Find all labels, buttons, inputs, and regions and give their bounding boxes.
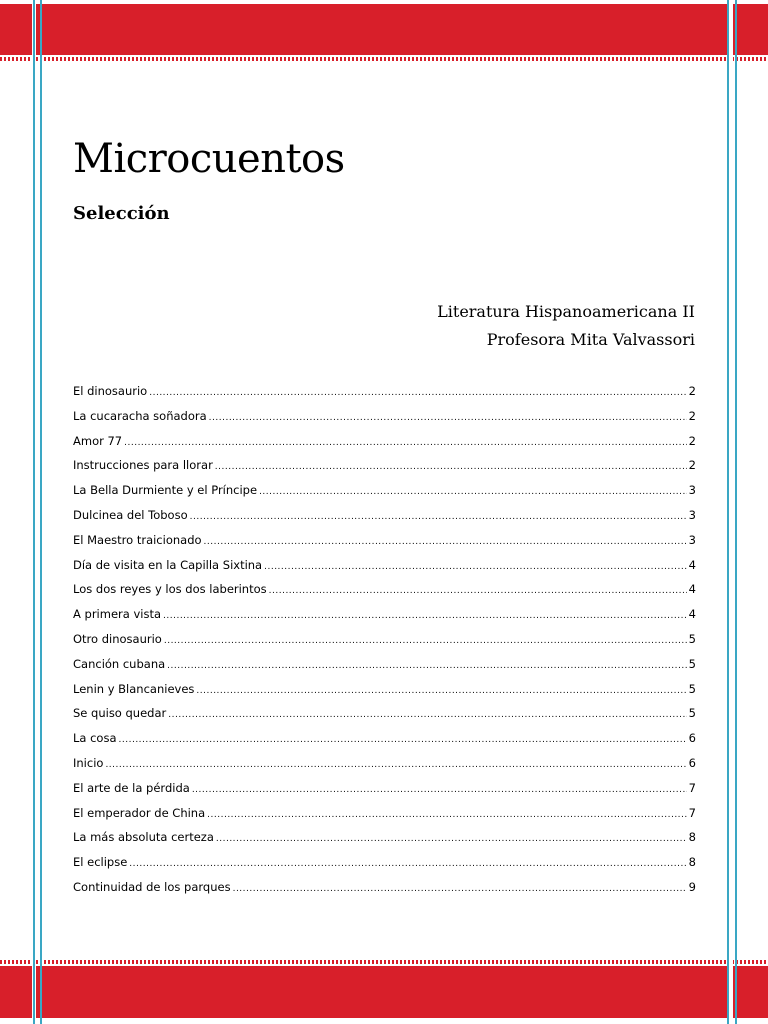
toc-entry[interactable] (73, 806, 696, 831)
toc-entry-page: 6 (688, 755, 696, 770)
toc-dot-leader (129, 859, 686, 869)
toc-dot-leader (190, 512, 687, 522)
toc-entry[interactable] (73, 582, 696, 607)
toc-entry[interactable] (73, 706, 696, 731)
toc-entry-page: 8 (688, 830, 696, 845)
toc-entry-title: El emperador de China (73, 805, 206, 820)
toc-dot-leader (209, 413, 687, 423)
toc-entry[interactable] (73, 657, 696, 682)
toc-entry-page: 4 (688, 582, 696, 597)
toc-entry[interactable] (73, 483, 696, 508)
toc-entry-title: Día de visita en la Capilla Sixtina (73, 557, 263, 572)
toc-entry-page: 7 (688, 805, 696, 820)
toc-entry-title: La Bella Durmiente y el Príncipe (73, 483, 258, 498)
toc-dot-leader (207, 810, 687, 820)
toc-entry[interactable] (73, 682, 696, 707)
toc-entry-page: 5 (688, 631, 696, 646)
toc-entry-title: Instrucciones para llorar (73, 458, 213, 473)
header-band (0, 4, 768, 55)
toc-entry[interactable] (73, 533, 696, 558)
toc-entry-title: La cosa (73, 731, 117, 746)
toc-entry-page: 2 (688, 384, 696, 398)
toc-entry[interactable] (73, 607, 696, 632)
toc-entry-page: 7 (688, 780, 696, 795)
toc-entry-title: Continuidad de los parques (73, 879, 231, 894)
toc-entry-page: 3 (688, 532, 696, 547)
toc-entry-title: El Maestro traicionado (73, 532, 202, 547)
toc-entry-page: 3 (688, 507, 696, 522)
document-subtitle: Selección (73, 203, 170, 224)
footer-stitch (0, 960, 768, 964)
toc-entry-title: A primera vista (73, 607, 162, 622)
toc-entry-page: 3 (688, 483, 696, 498)
toc-dot-leader (259, 487, 687, 497)
toc-entry[interactable] (73, 632, 696, 657)
toc-entry-page: 2 (688, 458, 696, 473)
toc-entry[interactable] (73, 781, 696, 806)
toc-dot-leader (216, 834, 687, 844)
toc-dot-leader (149, 388, 686, 398)
toc-entry-title: El arte de la pérdida (73, 780, 190, 795)
toc-entry[interactable] (73, 434, 696, 459)
frame-gap-right (729, 0, 733, 1024)
toc-dot-leader (167, 661, 687, 671)
toc-entry[interactable] (73, 558, 696, 583)
teacher-name: Profesora Mita Valvassori (486, 330, 695, 349)
toc-dot-leader (124, 438, 687, 448)
toc-dot-leader (163, 611, 687, 621)
toc-entry[interactable] (73, 458, 696, 483)
toc-entry-title: Otro dinosaurio (73, 631, 162, 646)
toc-entry[interactable] (73, 830, 696, 855)
frame-line-right-inner (727, 0, 729, 1024)
toc-entry-page: 2 (688, 433, 696, 448)
toc-entry-page: 4 (688, 607, 696, 622)
toc-entry-title: El eclipse (73, 855, 128, 870)
toc-dot-leader (264, 562, 687, 572)
toc-entry-title: Canción cubana (73, 656, 166, 671)
toc-dot-leader (192, 785, 687, 795)
frame-line-left-outer (33, 0, 35, 1024)
document-title: Microcuentos (73, 136, 345, 182)
toc-entry-title: La más absoluta certeza (73, 830, 214, 845)
toc-entry-title: Inicio (73, 755, 104, 770)
toc-entry-title: Dulcinea del Toboso (73, 507, 188, 522)
frame-line-left-inner (40, 0, 42, 1024)
toc-entry[interactable] (73, 508, 696, 533)
toc-entry-title: Lenin y Blancanieves (73, 681, 195, 696)
toc-dot-leader (196, 686, 686, 696)
toc-entry[interactable] (73, 855, 696, 880)
toc-entry-page: 9 (688, 879, 696, 894)
toc-entry-page: 5 (688, 681, 696, 696)
toc-dot-leader (233, 884, 687, 894)
toc-entry[interactable] (73, 409, 696, 434)
toc-dot-leader (215, 462, 687, 472)
toc-dot-leader (164, 636, 687, 646)
toc-entry-title: El dinosaurio (73, 384, 148, 398)
toc-entry-title: Amor 77 (73, 433, 123, 448)
toc-dot-leader (105, 760, 686, 770)
header-stitch (0, 57, 768, 61)
toc-entry-title: Se quiso quedar (73, 706, 167, 721)
toc-dot-leader (119, 735, 687, 745)
toc-dot-leader (269, 586, 687, 596)
toc-entry-page: 4 (688, 557, 696, 572)
table-of-contents (73, 384, 696, 905)
toc-entry[interactable] (73, 731, 696, 756)
toc-entry-page: 8 (688, 855, 696, 870)
toc-dot-leader (168, 710, 686, 720)
toc-entry-title: Los dos reyes y los dos laberintos (73, 582, 267, 597)
toc-entry-title: La cucaracha soñadora (73, 408, 207, 423)
toc-entry-page: 5 (688, 706, 696, 721)
toc-entry[interactable] (73, 384, 696, 409)
toc-entry-page: 6 (688, 731, 696, 746)
footer-band (0, 966, 768, 1018)
toc-dot-leader (204, 537, 687, 547)
toc-entry-page: 5 (688, 656, 696, 671)
toc-entry-page: 2 (688, 408, 696, 423)
course-name: Literatura Hispanoamericana II (437, 302, 695, 321)
frame-line-right-outer (735, 0, 737, 1024)
toc-entry[interactable] (73, 880, 696, 905)
toc-entry[interactable] (73, 756, 696, 781)
